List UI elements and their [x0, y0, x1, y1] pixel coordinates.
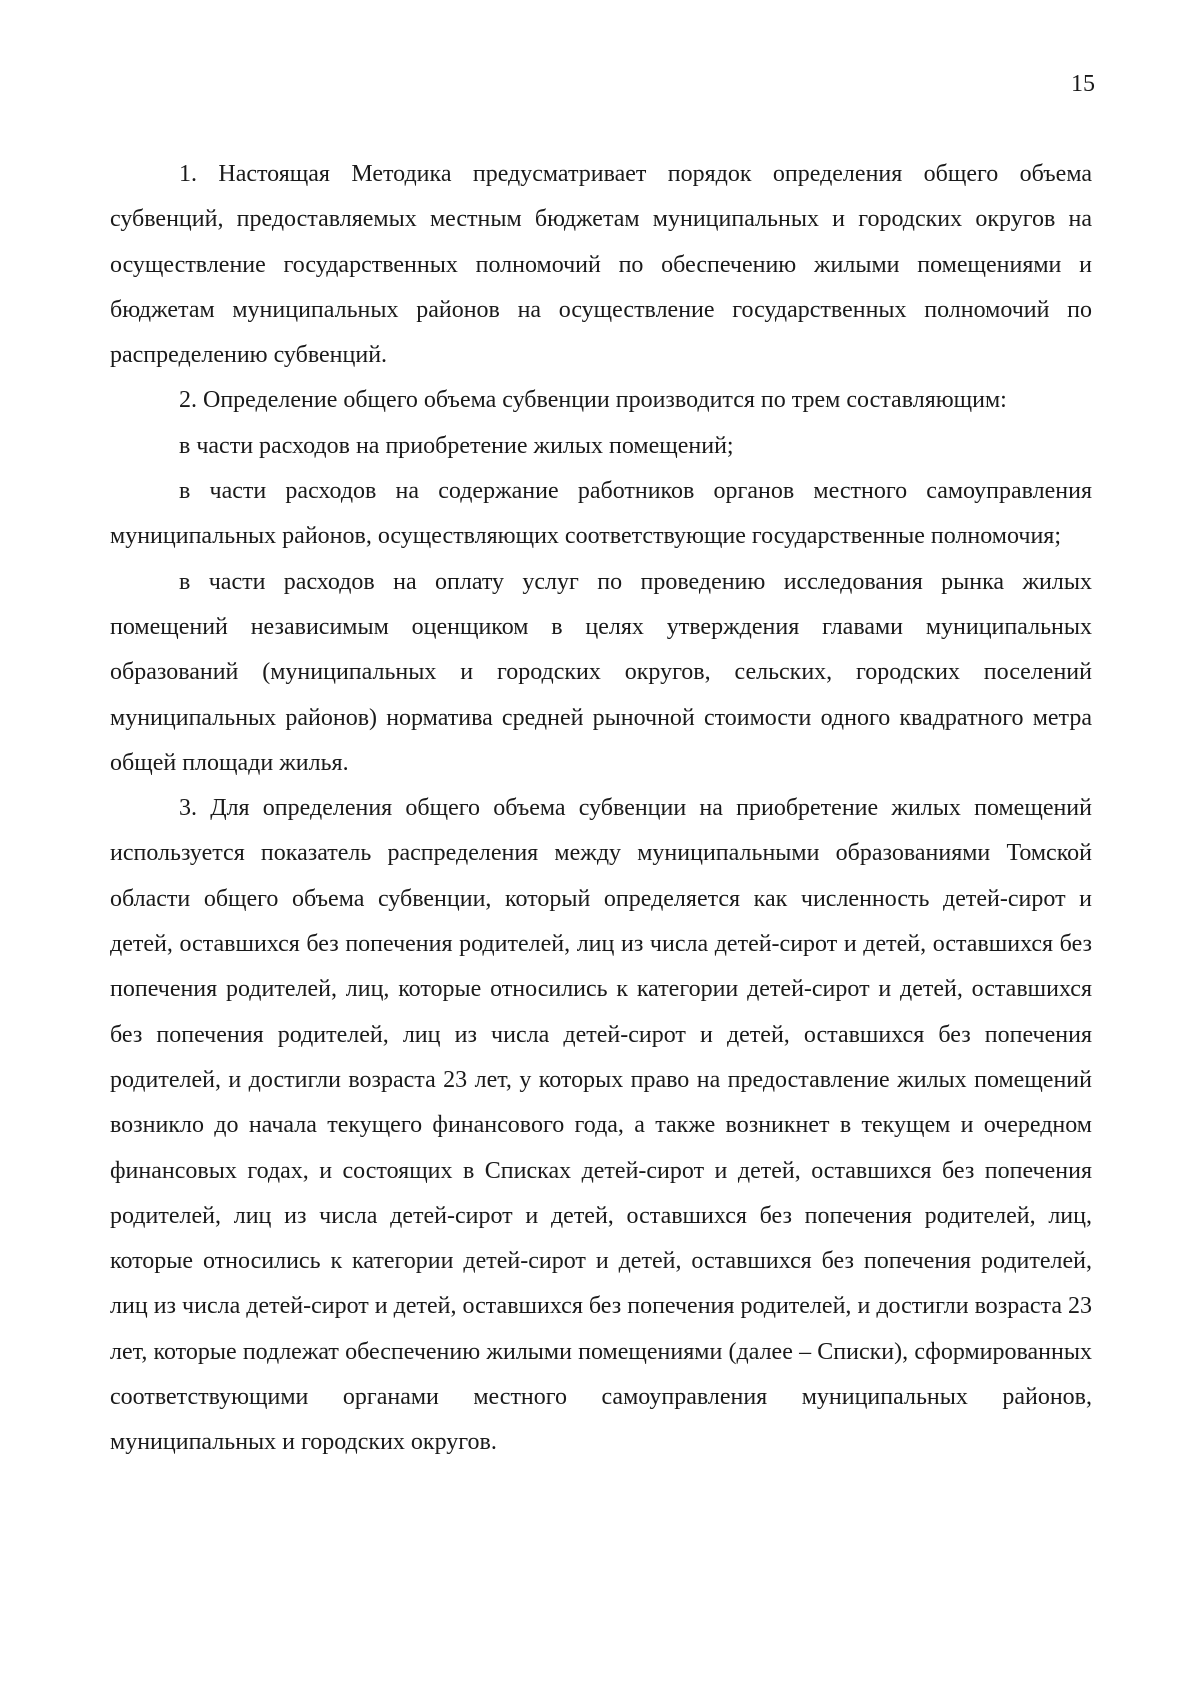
paragraph-4: в части расходов на содержание работников органов местного самоуправления муниципальных районов, осуществляющих соответствующие государственные полномочия; [110, 478, 1092, 550]
paragraph-2: 2. Определение общего объема субвенции производится по трем составляющим: [179, 387, 1007, 414]
paragraph-5: в части расходов на оплату услуг по проведению исследования рынка жилых помещений независимым оценщиком в целях утверждения главами муниципальных образований (муниципальных и городских округов, сельских, городских поселений муниципальных районов) норматива средней рыночной стоимости одного квадратного метра общей площади жилья. [110, 568, 1092, 776]
paragraph-1: 1. Настоящая Методика предусматривает порядок определения общего объема субвенций, предоставляемых местным бюджетам муниципальных и городских округов на осуществление государственных полномочий по обеспечению жилыми помещениями и бюджетам муниципальных районов на осуществление государственных полномочий по распределению субвенций. [110, 161, 1092, 369]
paragraph-3: в части расходов на приобретение жилых помещений; [179, 432, 734, 459]
paragraph-6: 3. Для определения общего объема субвенции на приобретение жилых помещений используется показатель распределения между муниципальными образованиями Томской области общего объема субвенции, который определяется как численность детей-сирот и детей, оставшихся без попечения родителей, лиц из числа детей-сирот и детей, оставшихся без попечения родителей, лиц, которые относились к категории детей-сирот и детей, оставшихся без попечения родителей, лиц из числа детей-сирот и детей, оставшихся без попечения родителей, и достигли возраста 23 лет, у которых право на предоставление жилых помещений возникло до начала текущего финансового года, а также возникнет в текущем и очередном финансовых годах, и состоящих в Списках детей-сирот и детей, оставшихся без попечения родителей, лиц из числа детей-сирот и детей, оставшихся без попечения родителей, лиц, которые относились к категории детей-сирот и детей, оставшихся без попечения родителей, лиц из числа детей-сирот и детей, оставшихся без попечения родителей, и достигли возраста 23 лет, которые подлежат обеспечению жилыми помещениями (далее – Списки), сформированных соответствующими органами местного самоуправления муниципальных районов, муниципальных и городских округов. [110, 795, 1092, 1456]
document-body [110, 152, 1092, 1466]
page-number: 15 [1071, 71, 1095, 97]
